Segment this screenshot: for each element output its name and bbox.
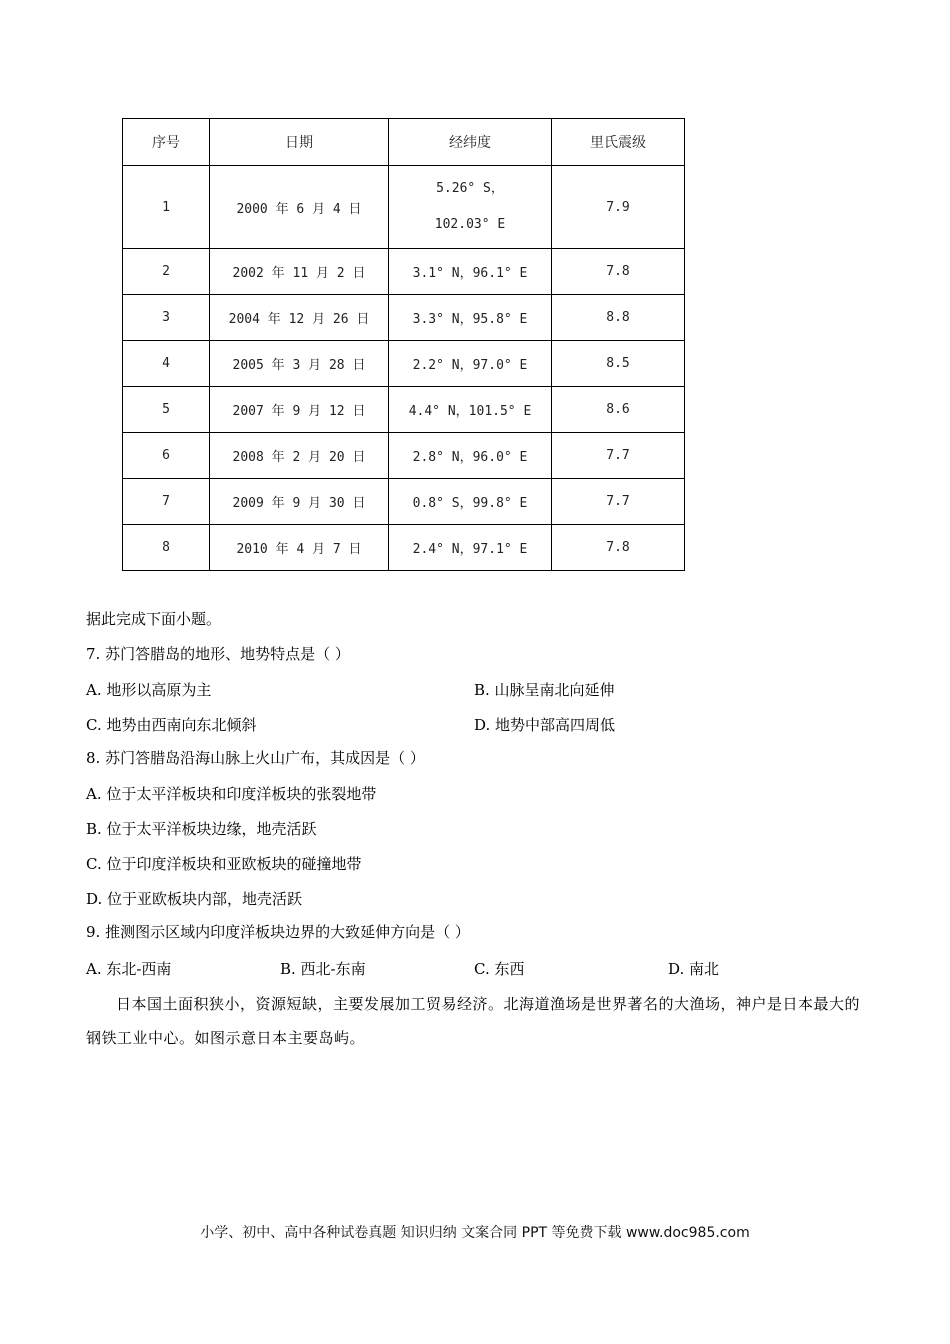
japan-paragraph: 日本国土面积狭小，资源短缺，主要发展加工贸易经济。北海道渔场是世界著名的大渔场，神户是日本最大的钢铁工业中心。如图示意日本主要岛屿。	[86, 995, 861, 1047]
cell-date: 2004 年 12 月 26 日	[210, 295, 389, 341]
header-magnitude: 里氏震级	[552, 119, 685, 166]
cell-coord: 3.1° N，96.1° E	[389, 249, 552, 295]
header-coord: 经纬度	[389, 119, 552, 166]
cell-date: 2009 年 9 月 30 日	[210, 479, 389, 525]
cell-no: 7	[123, 479, 210, 525]
footer-text: 小学、初中、高中各种试卷真题 知识归纳 文案合同 PPT 等免费下载 www.doc985.com	[200, 1225, 750, 1241]
cell-magnitude: 7.8	[552, 525, 685, 571]
cell-magnitude: 7.7	[552, 479, 685, 525]
intro-text: 据此完成下面小题。	[86, 610, 222, 628]
table-header-row	[123, 119, 685, 166]
table-row	[123, 295, 685, 341]
cell-coord: 2.8° N，96.0° E	[389, 433, 552, 479]
table-row	[123, 479, 685, 525]
earthquake-table	[122, 118, 685, 571]
cell-no: 8	[123, 525, 210, 571]
question-9-option-d: D. 南北	[668, 960, 720, 978]
cell-no: 3	[123, 295, 210, 341]
question-7-stem: 7. 苏门答腊岛的地形、地势特点是（ ）	[86, 645, 350, 663]
cell-magnitude: 8.8	[552, 295, 685, 341]
question-9-stem: 9. 推测图示区域内印度洋板块边界的大致延伸方向是（ ）	[86, 923, 470, 941]
cell-magnitude: 7.7	[552, 433, 685, 479]
cell-no: 4	[123, 341, 210, 387]
cell-magnitude: 7.8	[552, 249, 685, 295]
cell-coord	[389, 166, 552, 249]
question-7-option-b: B. 山脉呈南北向延伸	[474, 681, 615, 699]
question-8-option-a: A. 位于太平洋板块和印度洋板块的张裂地带	[86, 785, 377, 803]
cell-date: 2008 年 2 月 20 日	[210, 433, 389, 479]
table-row	[123, 341, 685, 387]
question-8-option-c: C. 位于印度洋板块和亚欧板块的碰撞地带	[86, 855, 362, 873]
question-7-option-c: C. 地势由西南向东北倾斜	[86, 716, 257, 734]
cell-no: 5	[123, 387, 210, 433]
cell-date: 2005 年 3 月 28 日	[210, 341, 389, 387]
cell-coord: 4.4° N，101.5° E	[389, 387, 552, 433]
header-no: 序号	[123, 119, 210, 166]
table-row	[123, 166, 685, 249]
question-9-option-c: C. 东西	[474, 960, 525, 978]
header-date: 日期	[210, 119, 389, 166]
table-row	[123, 433, 685, 479]
cell-date: 2010 年 4 月 7 日	[210, 525, 389, 571]
question-8-stem: 8. 苏门答腊岛沿海山脉上火山广布，其成因是（ ）	[86, 749, 425, 767]
cell-date: 2007 年 9 月 12 日	[210, 387, 389, 433]
cell-date: 2000 年 6 月 4 日	[210, 166, 389, 249]
question-9-option-a: A. 东北-西南	[86, 960, 172, 978]
coord-line-1: 5.26° S，	[436, 181, 504, 196]
cell-no: 2	[123, 249, 210, 295]
question-9-option-b: B. 西北-东南	[280, 960, 366, 978]
coord-line-2: 102.03° E	[434, 217, 506, 232]
table-row	[123, 249, 685, 295]
question-8-option-b: B. 位于太平洋板块边缘，地壳活跃	[86, 820, 317, 838]
cell-magnitude: 8.6	[552, 387, 685, 433]
cell-no: 6	[123, 433, 210, 479]
table-row	[123, 387, 685, 433]
cell-coord: 2.2° N，97.0° E	[389, 341, 552, 387]
cell-no: 1	[123, 166, 210, 249]
question-8-option-d: D. 位于亚欧板块内部，地壳活跃	[86, 890, 303, 908]
cell-magnitude: 8.5	[552, 341, 685, 387]
table-row	[123, 525, 685, 571]
cell-date: 2002 年 11 月 2 日	[210, 249, 389, 295]
question-7-option-a: A. 地形以高原为主	[86, 681, 212, 699]
cell-coord: 0.8° S，99.8° E	[389, 479, 552, 525]
cell-coord: 3.3° N，95.8° E	[389, 295, 552, 341]
cell-coord: 2.4° N，97.1° E	[389, 525, 552, 571]
question-7-option-d: D. 地势中部高四周低	[474, 716, 616, 734]
cell-magnitude: 7.9	[552, 166, 685, 249]
